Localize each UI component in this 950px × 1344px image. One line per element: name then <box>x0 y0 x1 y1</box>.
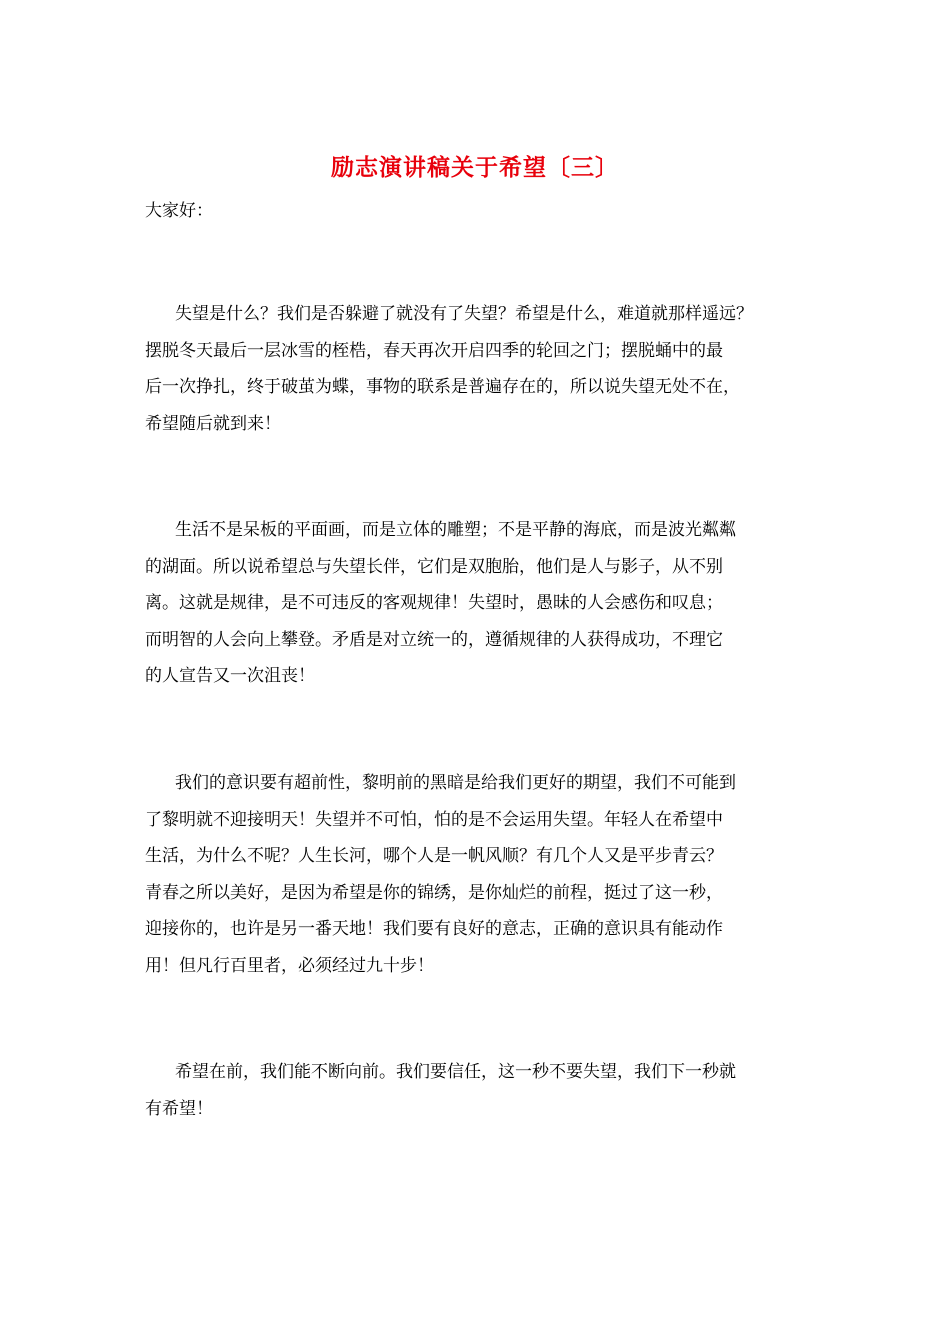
paragraph-line: 我们的意识要有超前性，黎明前的黑暗是给我们更好的期望，我们不可能到 <box>175 773 736 793</box>
paragraph-line: 的湖面。所以说希望总与失望长伴，它们是双胞胎，他们是人与影子，从不别 <box>145 556 723 577</box>
paragraph-line: 的人宣告又一次沮丧！ <box>145 666 315 686</box>
paragraph-3 <box>145 765 810 984</box>
greeting: 大家好： <box>145 201 213 221</box>
paragraph-line: 摆脱冬天最后一层冰雪的桎梏，春天再次开启四季的轮回之门；摆脱蛹中的最 <box>145 340 723 361</box>
paragraph-line: 失望是什么？我们是否躲避了就没有了失望？希望是什么，难道就那样遥远？ <box>175 304 753 324</box>
paragraph-line: 青春之所以美好，是因为希望是你的锦绣，是你灿烂的前程，挺过了这一秒， <box>145 882 723 903</box>
paragraph-4 <box>145 1054 810 1127</box>
paragraph-line: 希望在前，我们能不断向前。我们要信任，这一秒不要失望，我们下一秒就 <box>175 1062 736 1082</box>
paragraph-line: 了黎明就不迎接明天！失望并不可怕，怕的是不会运用失望。年轻人在希望中 <box>145 809 723 830</box>
paragraph-line: 离。这就是规律，是不可违反的客观规律！失望时，愚昧的人会感伤和叹息； <box>145 593 723 613</box>
paragraph-line: 后一次挣扎，终于破茧为蝶，事物的联系是普遍存在的，所以说失望无处不在， <box>145 377 740 397</box>
paragraph-line: 生活不是呆板的平面画，而是立体的雕塑；不是平静的海底，而是波光粼粼 <box>175 520 736 540</box>
paragraph-line: 生活，为什么不呢？人生长河，哪个人是一帆风顺？有几个人又是平步青云？ <box>145 846 723 866</box>
paragraph-line: 而明智的人会向上攀登。矛盾是对立统一的，遵循规律的人获得成功，不理它 <box>145 629 723 650</box>
paragraph-line: 有希望！ <box>145 1098 213 1119</box>
paragraph-1 <box>145 296 810 442</box>
paragraph-line: 用！但凡行百里者，必须经过九十步！ <box>145 955 434 976</box>
paragraph-line: 迎接你的，也许是另一番天地！我们要有良好的意志，正确的意识具有能动作 <box>145 919 723 939</box>
paragraph-2 <box>145 512 810 695</box>
paragraph-line: 希望随后就到来！ <box>145 413 281 434</box>
document-title: 励志演讲稿关于希望〔三〕 <box>331 154 619 181</box>
